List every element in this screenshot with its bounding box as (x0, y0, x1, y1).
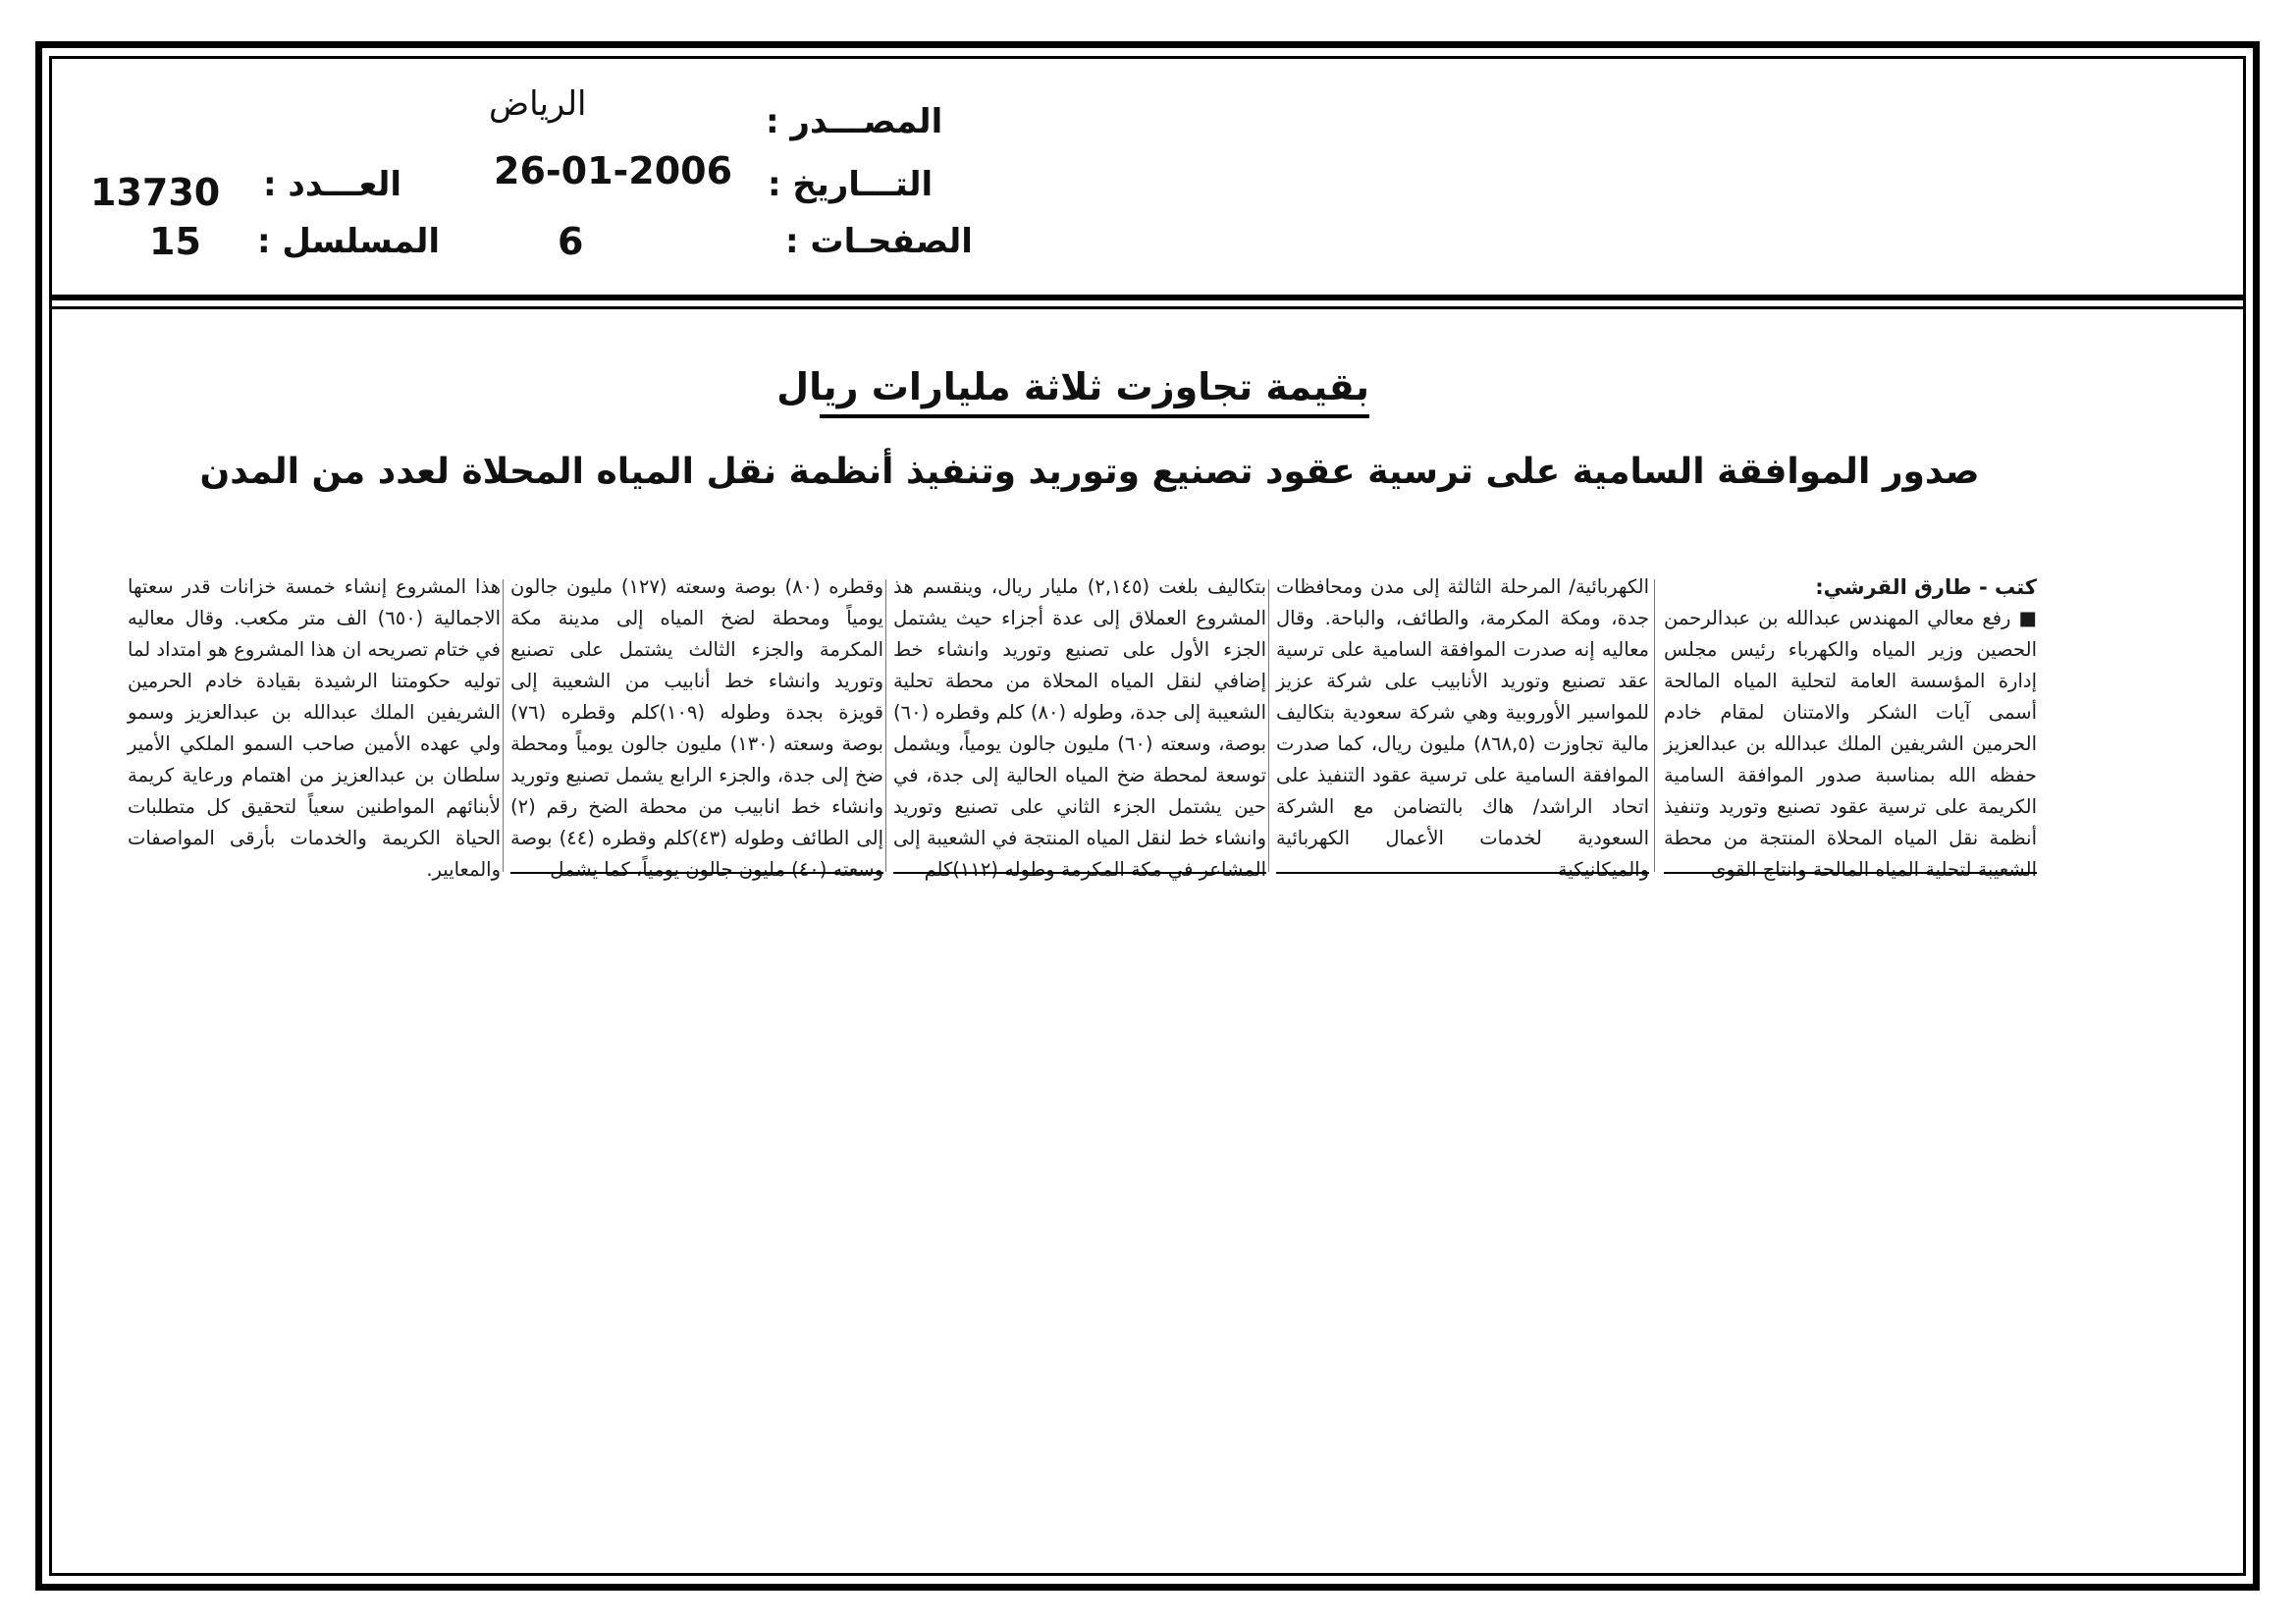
issue-label: العـــدد : (263, 165, 401, 204)
date-value: 26-01-2006 (494, 149, 733, 192)
issue-value: 13730 (90, 171, 221, 214)
article-column-3 (893, 571, 1266, 886)
source-value: الرياض (489, 84, 587, 124)
pages-label: الصفحـات : (785, 222, 973, 261)
column-bottom-rule (1664, 872, 2037, 874)
serial-value: 15 (149, 220, 201, 263)
column-bottom-rule (893, 872, 1266, 874)
column-text: ■ رفع معالي المهندس عبدالله بن عبدالرحمن الحصين وزير المياه والكهرباء رئيس مجلس إدارة المؤسسة العامة لتحلية المياه المالحة أسمى آيات الشكر والامتنان لمقام خادم الحرمين الشريفين الملك عبدالله بن عبدالعزيز حفظه الله بمناسبة صدور الموافقة السامية الكريمة على ترسية عقود تصنيع وتوريد وتنفيذ أنظمة نقل المياه المحلاة المنتجة من محطة الشعيبة لتحلية المياه المالحة وانتاج القوى (1664, 607, 2037, 881)
article-column-1 (1664, 571, 2037, 886)
column-bottom-rule (510, 872, 883, 874)
article-column-5 (128, 571, 501, 886)
article-column-2 (1276, 571, 1649, 886)
article-headline: صدور الموافقة السامية على ترسية عقود تصنيع وتوريد وتنفيذ أنظمة نقل المياه المحلاة لعدد من المدن (199, 452, 1980, 492)
column-separator (503, 579, 504, 872)
article-column-4 (510, 571, 883, 886)
source-label: المصـــدر : (766, 102, 943, 141)
serial-label: المسلسل : (257, 222, 441, 261)
header-divider-thin (49, 306, 2246, 309)
article-subtitle: بقيمة تجاوزت ثلاثة مليارات ريال (820, 365, 1369, 418)
column-text: هذا المشروع إنشاء خمسة خزانات قدر سعتها الاجمالية (٦٥٠) الف متر مكعب. وقال معاليه في ختام تصريحه ان هذا المشروع هو امتداد لما توليه حكومتنا الرشيدة بقيادة خادم الحرمين الشريفين الملك عبدالله بن عبدالعزيز وسمو ولي عهده الأمين صاحب السمو الملكي الأمير سلطان بن عبدالعزيز من اهتمام ورعاية كريمة لأبنائهم المواطنين سعياً لتحقيق كل متطلبات الحياة الكريمة والخدمات بأرقى المواصفات والمعايير. (128, 575, 501, 881)
column-separator (1654, 579, 1655, 872)
column-separator (885, 579, 886, 872)
column-text: بتكاليف بلغت (٢,١٤٥) مليار ريال، وينقسم هذ المشروع العملاق إلى عدة أجزاء حيث يشتمل الجزء الأول على تصنيع وتوريد وانشاء خط إضافي لنقل المياه المحلاة من محطة تحلية الشعيبة إلى جدة، وطوله (٨٠) كلم وقطره (٦٠) بوصة، وسعته (٦٠) مليون جالون يومياً، ويشمل توسعة لمحطة ضخ المياه الحالية إلى جدة، في حين يشتمل الجزء الثاني على تصنيع وتوريد وانشاء خط لنقل المياه المنتجة في الشعيبة إلى المشاعر في مكة المكرمة وطوله (١١٢)كلم (893, 575, 1266, 881)
pages-value: 6 (558, 220, 584, 263)
date-label: التـــاريخ : (768, 165, 934, 204)
article-byline: كتب - طارق القرشي: (1815, 575, 2037, 599)
column-text: الكهربائية/ المرحلة الثالثة إلى مدن ومحافظات جدة، ومكة المكرمة، والطائف، والباحة. وقال معاليه إنه صدرت الموافقة السامية على ترسية عقد تصنيع وتوريد الأنابيب على شركة عزيز للمواسير الأوروبية وهي شركة سعودية بتكاليف مالية تجاوزت (٨٦٨,٥) مليون ريال، كما صدرت الموافقة السامية على ترسية عقود التنفيذ على اتحاد الراشد/ هاك بالتضامن مع الشركة السعودية لخدمات الأعمال الكهربائية والميكانيكية (1276, 575, 1649, 881)
column-separator (1268, 579, 1269, 872)
column-text: وقطره (٨٠) بوصة وسعته (١٢٧) مليون جالون يومياً ومحطة لضخ المياه إلى مدينة مكة المكرمة والجزء الثالث يشتمل على تصنيع وتوريد وانشاء خط أنابيب من الشعيبة إلى قويزة بجدة وطوله (١٠٩)كلم وقطره (٧٦) بوصة وسعته (١٣٠) مليون جالون يومياً ومحطة ضخ إلى جدة، والجزء الرابع يشمل تصنيع وتوريد وانشاء خط انابيب من محطة الضخ رقم (٢) إلى الطائف وطوله (٤٣)كلم وقطره (٤٤) بوصة وسعته (٤٠) مليون جالون يومياً، كما يشمل (510, 575, 883, 881)
column-bottom-rule (1276, 872, 1649, 874)
header-divider (49, 295, 2246, 300)
